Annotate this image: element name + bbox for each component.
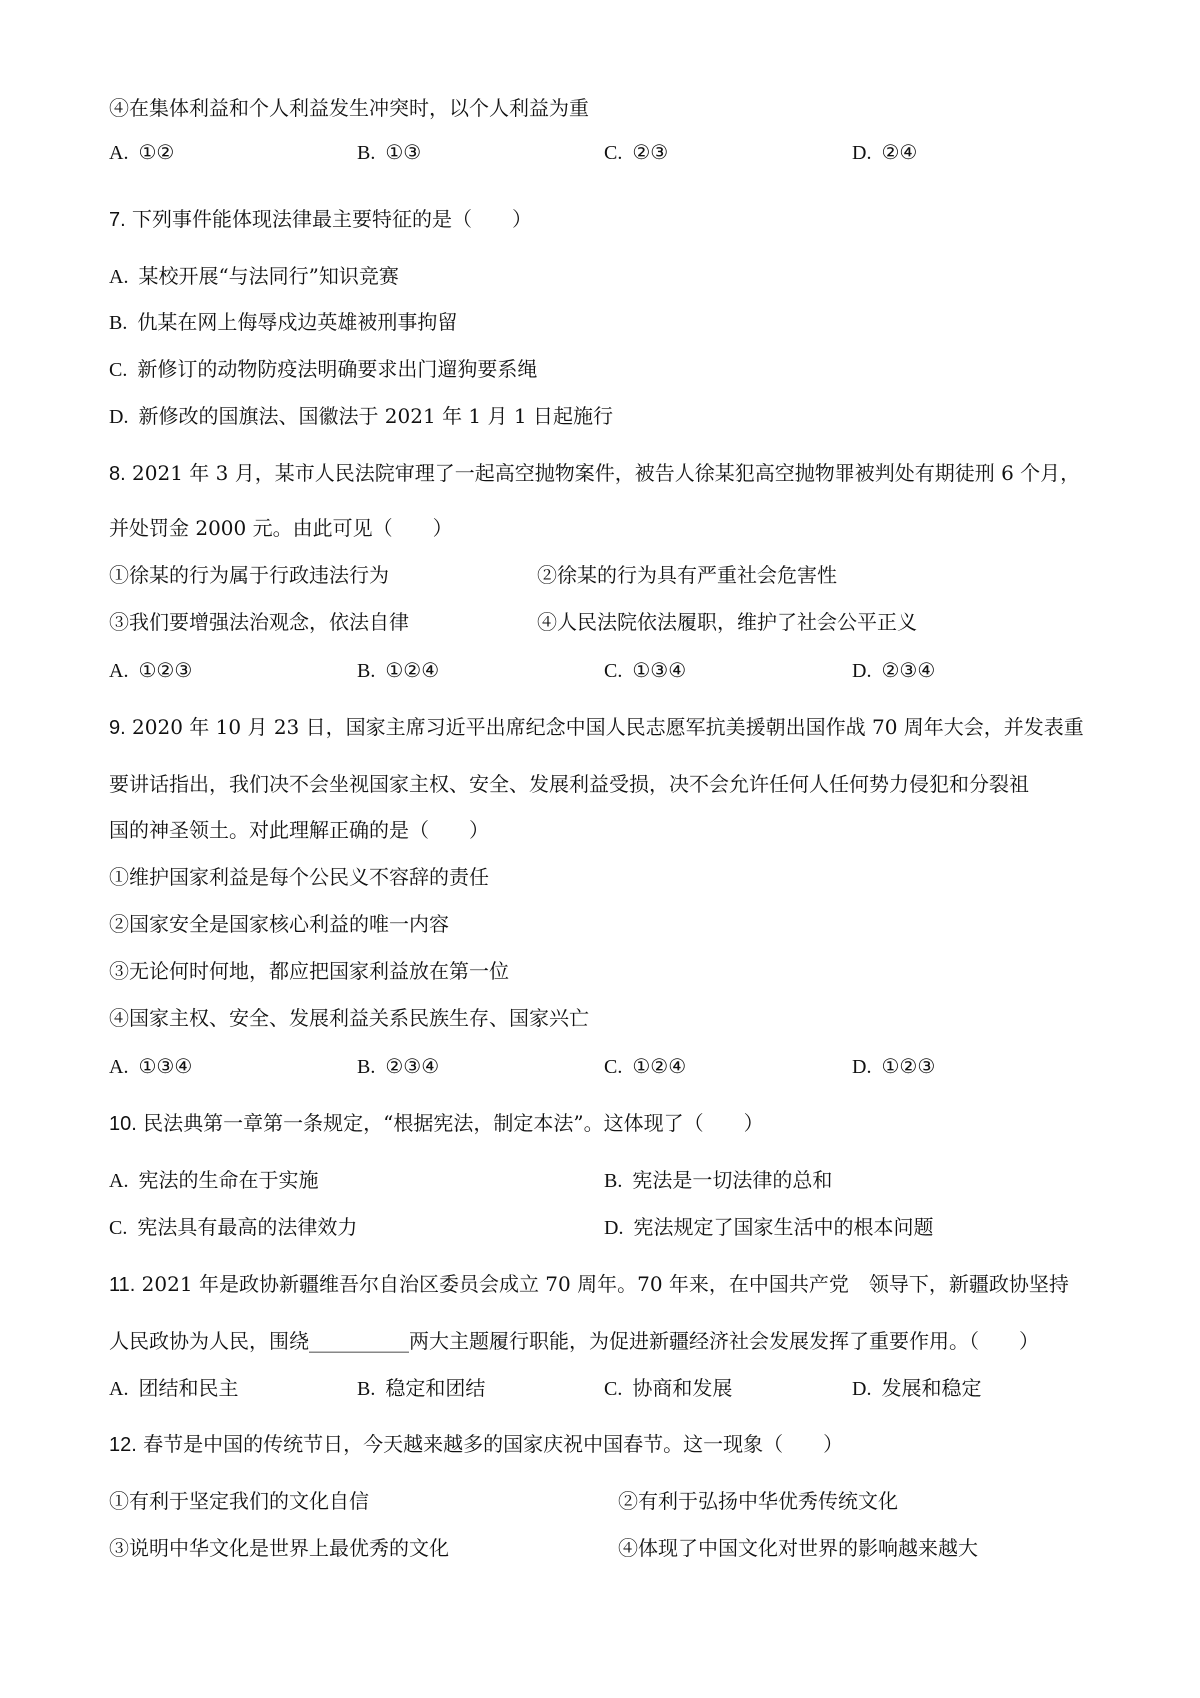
option-letter: C. — [604, 1056, 623, 1078]
option-text: 宪法规定了国家生活中的根本问题 — [633, 1215, 934, 1239]
q7-option-a — [109, 263, 399, 289]
q12-stem — [109, 1431, 843, 1457]
option-text: ②④ — [881, 140, 918, 164]
option-text: ①②③ — [138, 658, 193, 682]
option-letter: A. — [109, 142, 129, 164]
q9-stem-line-3: 国的神圣领土。对此理解正确的是（ ） — [109, 818, 489, 842]
option-text: 宪法是一切法律的总和 — [632, 1168, 833, 1192]
option-text: ①②③ — [881, 1054, 936, 1078]
option-letter: D. — [109, 406, 129, 428]
q8-statement-4: ④人民法院依法履职，维护了社会公平正义 — [537, 610, 917, 634]
option-letter: D. — [852, 1056, 872, 1078]
q8-statement-3: ③我们要增强法治观念，依法自律 — [109, 610, 409, 634]
q8-statement-2: ②徐某的行为具有严重社会危害性 — [537, 563, 837, 587]
option-text: 宪法具有最高的法律效力 — [137, 1215, 358, 1239]
q6-option-d — [852, 139, 917, 165]
q6-option-c — [604, 139, 668, 165]
q9-option-a — [109, 1053, 192, 1079]
option-letter: A. — [109, 1170, 129, 1192]
option-text: ①③ — [385, 140, 422, 164]
option-text: ①② — [138, 140, 175, 164]
option-text: ②③ — [632, 140, 669, 164]
option-letter: C. — [604, 142, 623, 164]
q9-statement-1: ①维护国家利益是每个公民义不容辞的责任 — [109, 865, 489, 889]
q10-option-c — [109, 1214, 357, 1240]
option-letter: A. — [109, 1378, 129, 1400]
q12-statement-4: ④体现了中国文化对世界的影响越来越大 — [618, 1536, 978, 1560]
option-letter: B. — [357, 1378, 376, 1400]
option-letter: B. — [357, 1056, 376, 1078]
option-letter: C. — [604, 1378, 623, 1400]
q7-stem — [109, 206, 532, 232]
option-text: 仇某在网上侮辱戍边英雄被刑事拘留 — [137, 310, 458, 334]
q10-stem — [109, 1110, 764, 1136]
option-letter: A. — [109, 266, 129, 288]
option-letter: C. — [109, 1217, 128, 1239]
option-letter: B. — [604, 1170, 623, 1192]
q7-option-d — [109, 403, 613, 429]
option-letter: D. — [852, 142, 872, 164]
q12-statement-2: ②有利于弘扬中华优秀传统文化 — [618, 1489, 898, 1513]
q8-option-c — [604, 657, 686, 683]
option-text: 稳定和团结 — [385, 1376, 486, 1400]
option-letter: B. — [357, 660, 376, 682]
option-text: ②③④ — [881, 658, 936, 682]
q9-stem-line-2: 要讲话指出，我们决不会坐视国家主权、安全、发展利益受损，决不会允许任何人任何势力侵犯和分裂祖 — [109, 772, 1029, 796]
option-text: ①③④ — [138, 1054, 193, 1078]
q8-option-a — [109, 657, 192, 683]
option-text: ①②④ — [632, 1054, 687, 1078]
q8-option-d — [852, 657, 935, 683]
question-number: 10. — [109, 1113, 137, 1135]
option-letter: B. — [357, 142, 376, 164]
q6-statement-4: ④在集体利益和个人利益发生冲突时，以个人利益为重 — [109, 96, 589, 120]
question-number: 12. — [109, 1434, 137, 1456]
question-text: 春节是中国的传统节日，今天越来越多的国家庆祝中国春节。这一现象（ ） — [136, 1432, 844, 1456]
q9-statement-3: ③无论何时何地，都应把国家利益放在第一位 — [109, 959, 509, 983]
q9-option-b — [357, 1053, 439, 1079]
option-text: 新修订的动物防疫法明确要求出门遛狗要系绳 — [137, 357, 538, 381]
option-letter: A. — [109, 1056, 129, 1078]
question-text: 民法典第一章第一条规定，“根据宪法，制定本法”。这体现了（ ） — [136, 1111, 764, 1135]
option-letter: A. — [109, 660, 129, 682]
q6-option-b — [357, 139, 421, 165]
q11-option-b — [357, 1375, 485, 1401]
q7-option-c — [109, 356, 537, 382]
q8-stem-line-2: 并处罚金 2000 元。由此可见（ ） — [109, 516, 453, 540]
q8-statement-1: ①徐某的行为属于行政违法行为 — [109, 563, 389, 587]
q9-statement-2: ②国家安全是国家核心利益的唯一内容 — [109, 912, 449, 936]
question-text: 2021 年 3 月，某市人民法院审理了一起高空抛物案件，被告人徐某犯高空抛物罪被判处有期徒刑 6 个月， — [125, 461, 1081, 485]
q12-statement-1: ①有利于坚定我们的文化自信 — [109, 1489, 369, 1513]
q9-stem-line-1 — [109, 714, 1084, 740]
q10-option-d — [604, 1214, 933, 1240]
q7-option-b — [109, 309, 457, 335]
q12-statement-3: ③说明中华文化是世界上最优秀的文化 — [109, 1536, 449, 1560]
q9-option-d — [852, 1053, 935, 1079]
q10-option-a — [109, 1167, 318, 1193]
option-letter: B. — [109, 312, 128, 334]
q9-option-c — [604, 1053, 686, 1079]
question-number: 7. — [109, 209, 126, 231]
option-letter: C. — [604, 660, 623, 682]
option-letter: C. — [109, 359, 128, 381]
option-text: 某校开展“与法同行”知识竞赛 — [138, 264, 399, 288]
option-letter: D. — [852, 660, 872, 682]
q11-stem-line-2: 人民政协为人民，围绕__________两大主题履行职能，为促进新疆经济社会发展发挥了重要作用。（ ） — [109, 1329, 1039, 1353]
question-text: 2020 年 10 月 23 日，国家主席习近平出席纪念中国人民志愿军抗美援朝出国作战 70 周年大会，并发表重 — [125, 715, 1084, 739]
question-text: 2021 年是政协新疆维吾尔自治区委员会成立 70 周年。70 年来，在中国共产党 领导下，新疆政协坚持 — [135, 1272, 1069, 1296]
q8-stem-line-1 — [109, 460, 1080, 486]
q11-option-a — [109, 1375, 238, 1401]
q9-statement-4: ④国家主权、安全、发展利益关系民族生存、国家兴亡 — [109, 1006, 589, 1030]
q6-option-a — [109, 139, 174, 165]
option-text: 发展和稳定 — [881, 1376, 982, 1400]
q11-option-c — [604, 1375, 732, 1401]
option-text: 宪法的生命在于实施 — [138, 1168, 319, 1192]
option-text: 团结和民主 — [138, 1376, 239, 1400]
q10-option-b — [604, 1167, 832, 1193]
question-text: 下列事件能体现法律最主要特征的是（ ） — [125, 207, 533, 231]
q11-option-d — [852, 1375, 981, 1401]
option-text: ②③④ — [385, 1054, 440, 1078]
question-number: 8. — [109, 463, 126, 485]
question-number: 11. — [109, 1274, 136, 1296]
option-letter: D. — [604, 1217, 624, 1239]
option-text: 新修改的国旗法、国徽法于 2021 年 1 月 1 日起施行 — [138, 404, 613, 428]
option-text: 协商和发展 — [632, 1376, 733, 1400]
option-text: ①②④ — [385, 658, 440, 682]
option-text: ①③④ — [632, 658, 687, 682]
q11-stem-line-1 — [109, 1271, 1069, 1297]
q8-option-b — [357, 657, 439, 683]
question-number: 9. — [109, 717, 126, 739]
option-letter: D. — [852, 1378, 872, 1400]
